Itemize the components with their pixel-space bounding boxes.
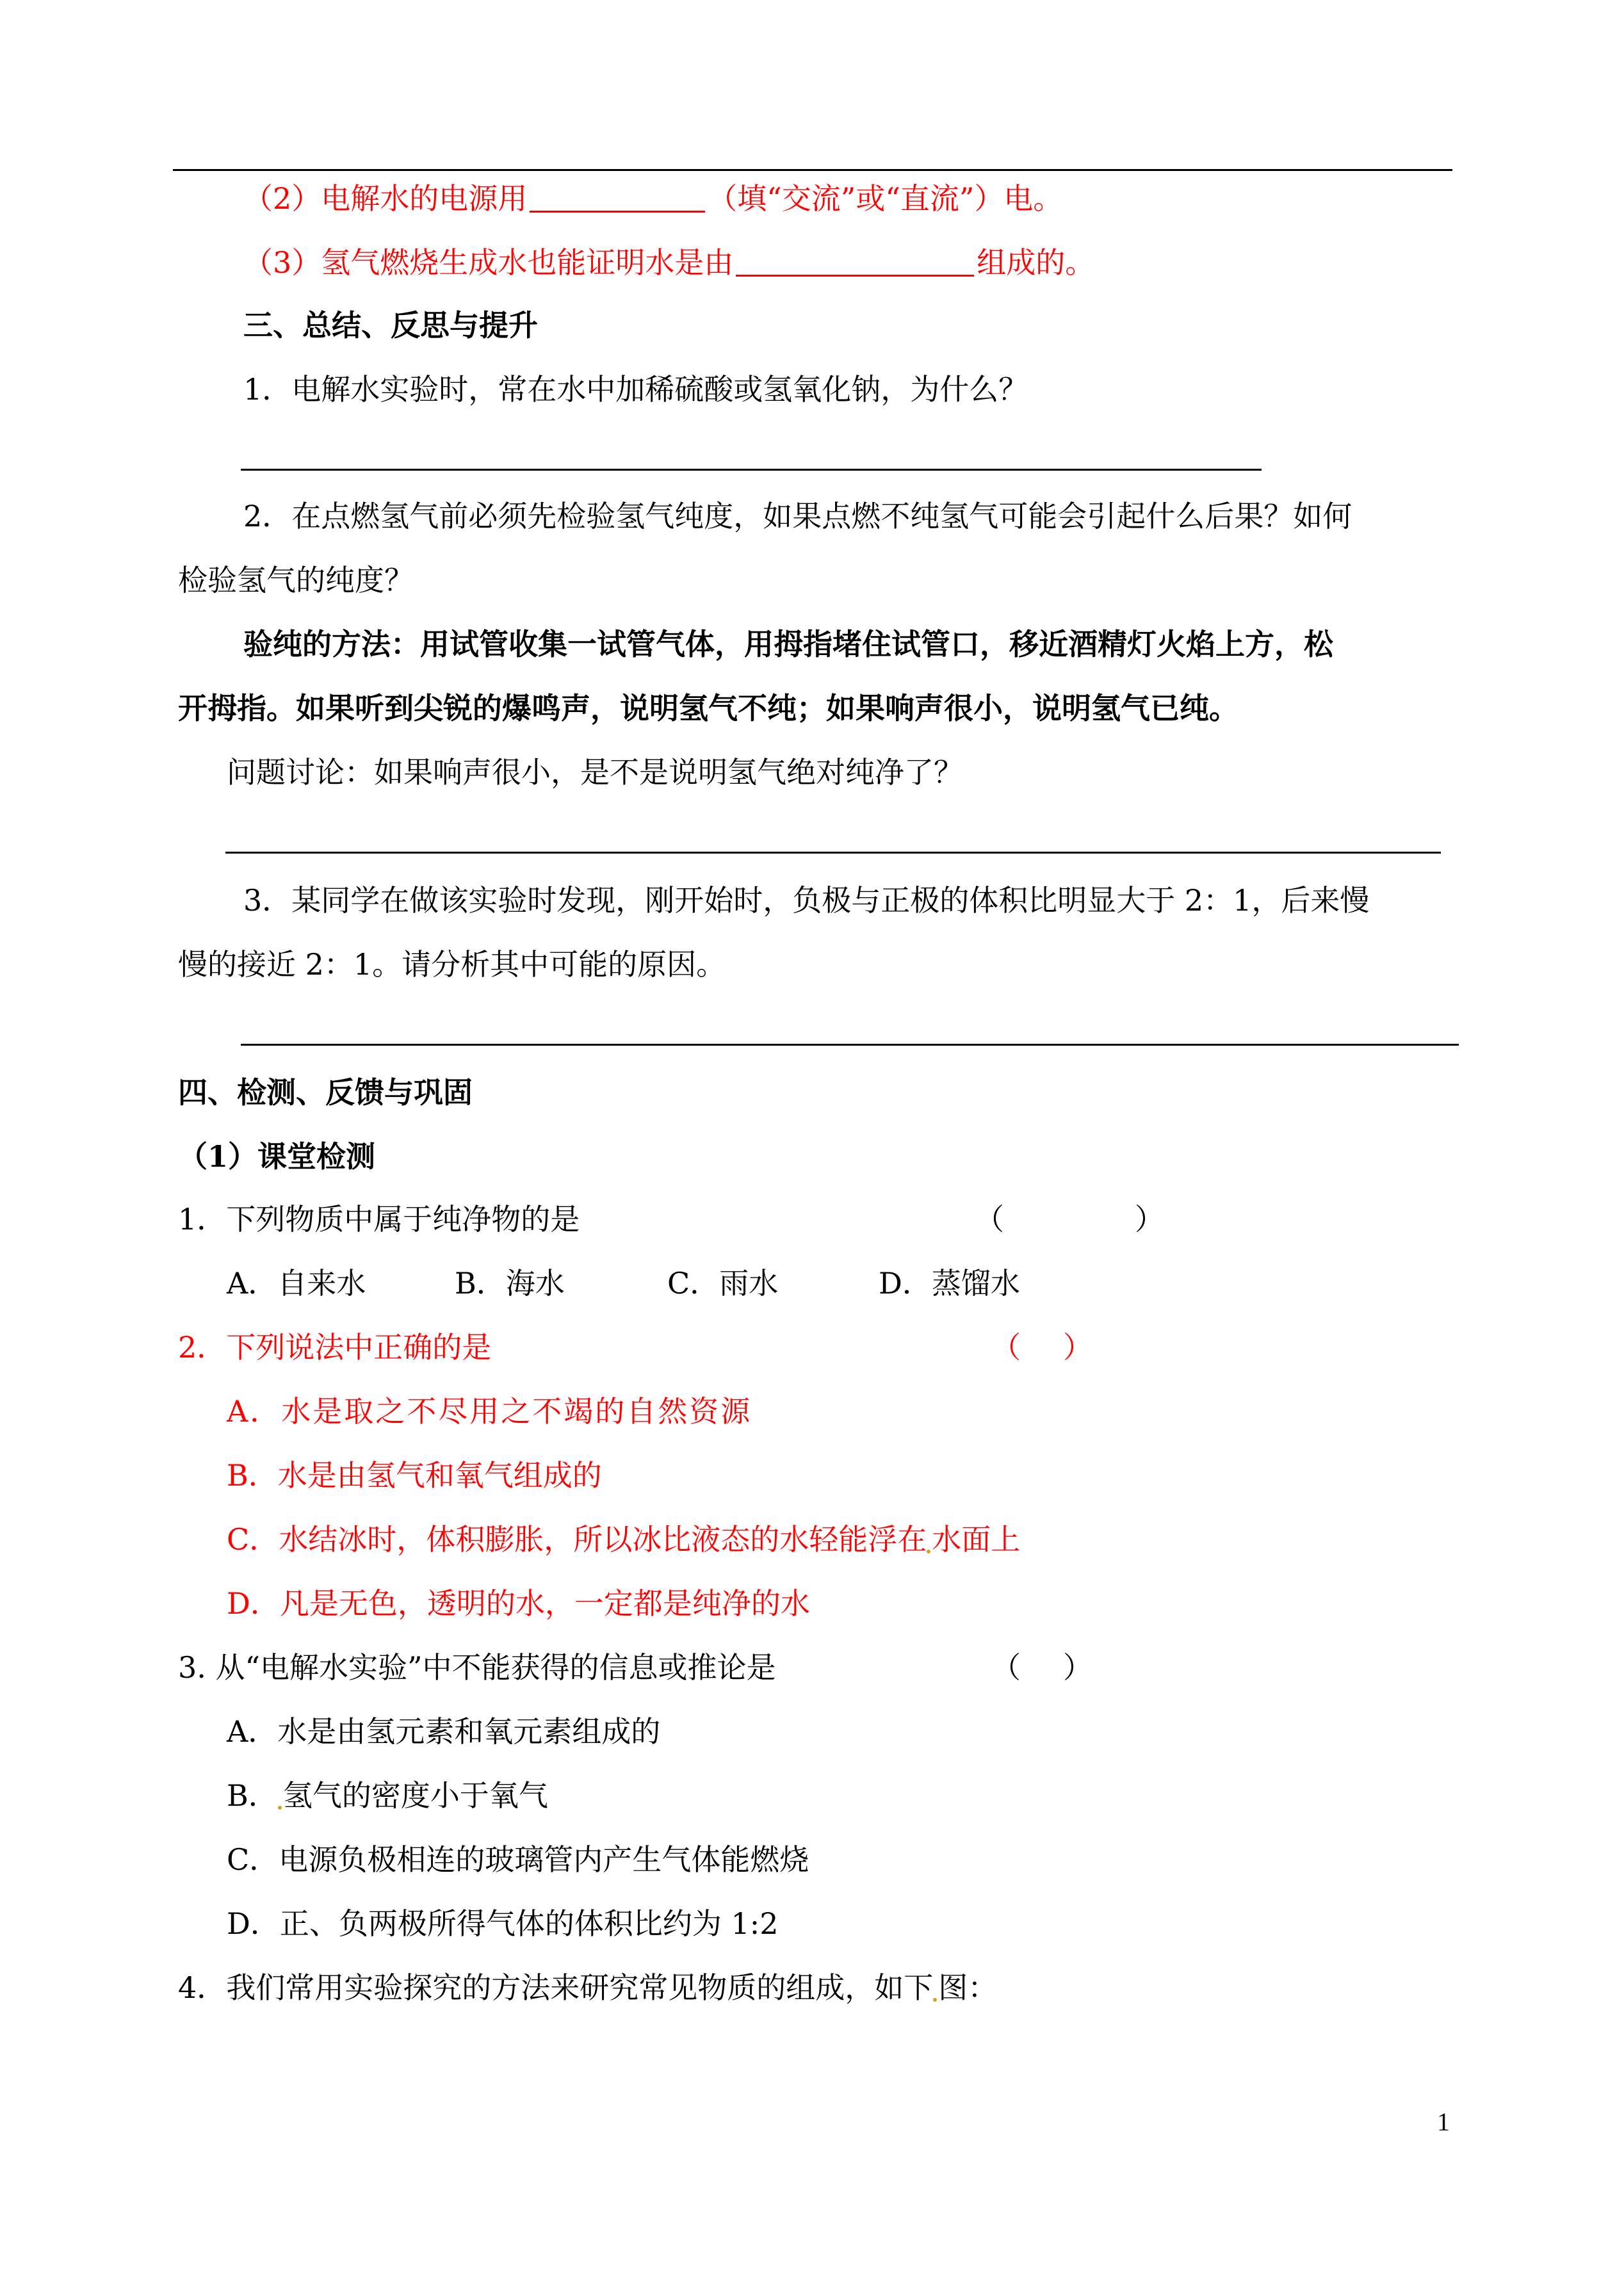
page-number: 1 xyxy=(1437,2107,1450,2136)
revision-mark-dot xyxy=(278,1806,282,1810)
mc-question2-answer-paren[interactable]: （ ） xyxy=(991,1330,1092,1365)
hydrogen-combustion-question xyxy=(243,243,1094,282)
mc-question1-option-d[interactable]: D．蒸馏水 xyxy=(879,1266,1020,1301)
mc-question3-option-b[interactable]: B． 氢气的密度小于氧气 xyxy=(227,1778,548,1813)
mc-question1-answer-paren[interactable]: （ ） xyxy=(975,1202,1164,1237)
mc-question3-option-c[interactable]: C．电源负极相连的玻璃管内产生气体能燃烧 xyxy=(227,1842,809,1877)
purity-test-method-line2: 开拇指。如果听到尖锐的爆鸣声，说明氢气不纯；如果响声很小，说明氢气已纯。 xyxy=(178,691,1238,726)
mc-question2-stem: 2．下列说法中正确的是 xyxy=(178,1330,492,1365)
mc-question2-option-a[interactable]: A．水是取之不尽用之不竭的自然资源 xyxy=(227,1394,752,1429)
section3-question3-line2: 慢的接近 2：1。请分析其中可能的原因。 xyxy=(178,947,726,982)
top-divider xyxy=(173,169,1452,171)
answer-line-q1[interactable] xyxy=(241,469,1262,471)
question4-stem: 4．我们常用实验探究的方法来研究常见物质的组成，如下 图： xyxy=(178,1970,998,2005)
power-source-question xyxy=(243,179,1062,218)
mc-question3-option-a[interactable]: A．水是由氢元素和氧元素组成的 xyxy=(227,1714,661,1749)
mc-question3-option-d[interactable]: D．正、负两极所得气体的体积比约为 1:2 xyxy=(227,1906,779,1941)
mc-question3-answer-paren[interactable]: （ ） xyxy=(991,1650,1092,1685)
mc-question3-stem: 3. 从“电解水实验”中不能获得的信息或推论是 xyxy=(178,1650,776,1685)
mc-question1-stem: 1．下列物质中属于纯净物的是 xyxy=(178,1202,580,1237)
hydrogen-combustion-suffix: 组成的。 xyxy=(977,245,1095,280)
section3-question2-line2: 检验氢气的纯度？ xyxy=(178,563,414,597)
answer-line-q3[interactable] xyxy=(241,1044,1459,1046)
mc-question2-option-b[interactable]: B．水是由氢气和氧气组成的 xyxy=(227,1458,602,1493)
section3-question1: 1．电解水实验时，常在水中加稀硫酸或氢氧化钠，为什么？ xyxy=(243,372,1028,407)
section3-question3-line1: 3．某同学在做该实验时发现，刚开始时，负极与正极的体积比明显大于 2：1，后来慢 xyxy=(243,883,1370,918)
mc-question1-option-c[interactable]: C．雨水 xyxy=(667,1266,779,1301)
section3-question2-line1: 2．在点燃氢气前必须先检验氢气纯度，如果点燃不纯氢气可能会引起什么后果？如何 xyxy=(243,499,1352,533)
answer-line-discussion[interactable] xyxy=(225,852,1441,854)
revision-mark-dot xyxy=(927,1550,930,1553)
section3-heading: 三、总结、反思与提升 xyxy=(243,308,538,343)
hydrogen-combustion-blank[interactable] xyxy=(736,275,974,277)
mc-question1-option-a[interactable]: A．自来水 xyxy=(227,1266,366,1301)
power-source-suffix: （填“交流”或“直流”）电。 xyxy=(708,181,1063,216)
mc-question2-option-d[interactable]: D．凡是无色，透明的水，一定都是纯净的水 xyxy=(227,1586,810,1621)
classroom-test-heading: （1）课堂检测 xyxy=(178,1139,376,1174)
power-source-blank[interactable] xyxy=(530,211,705,213)
revision-mark-dot xyxy=(933,1998,937,2002)
mc-question2-option-c[interactable]: C．水结冰时，体积膨胀，所以冰比液态的水轻能浮在 水面上 xyxy=(227,1522,1021,1557)
hydrogen-combustion-prefix: （3）氢气燃烧生成水也能证明水是由 xyxy=(243,245,734,280)
discussion-question: 问题讨论：如果响声很小，是不是说明氢气绝对纯净了？ xyxy=(227,755,963,790)
power-source-prefix: （2）电解水的电源用 xyxy=(243,181,528,216)
mc-question1-option-b[interactable]: B．海水 xyxy=(455,1266,565,1301)
purity-test-method-line1: 验纯的方法：用试管收集一试管气体，用拇指堵住试管口，移近酒精灯火焰上方，松 xyxy=(243,627,1333,661)
section4-heading: 四、检测、反馈与巩固 xyxy=(178,1075,473,1110)
